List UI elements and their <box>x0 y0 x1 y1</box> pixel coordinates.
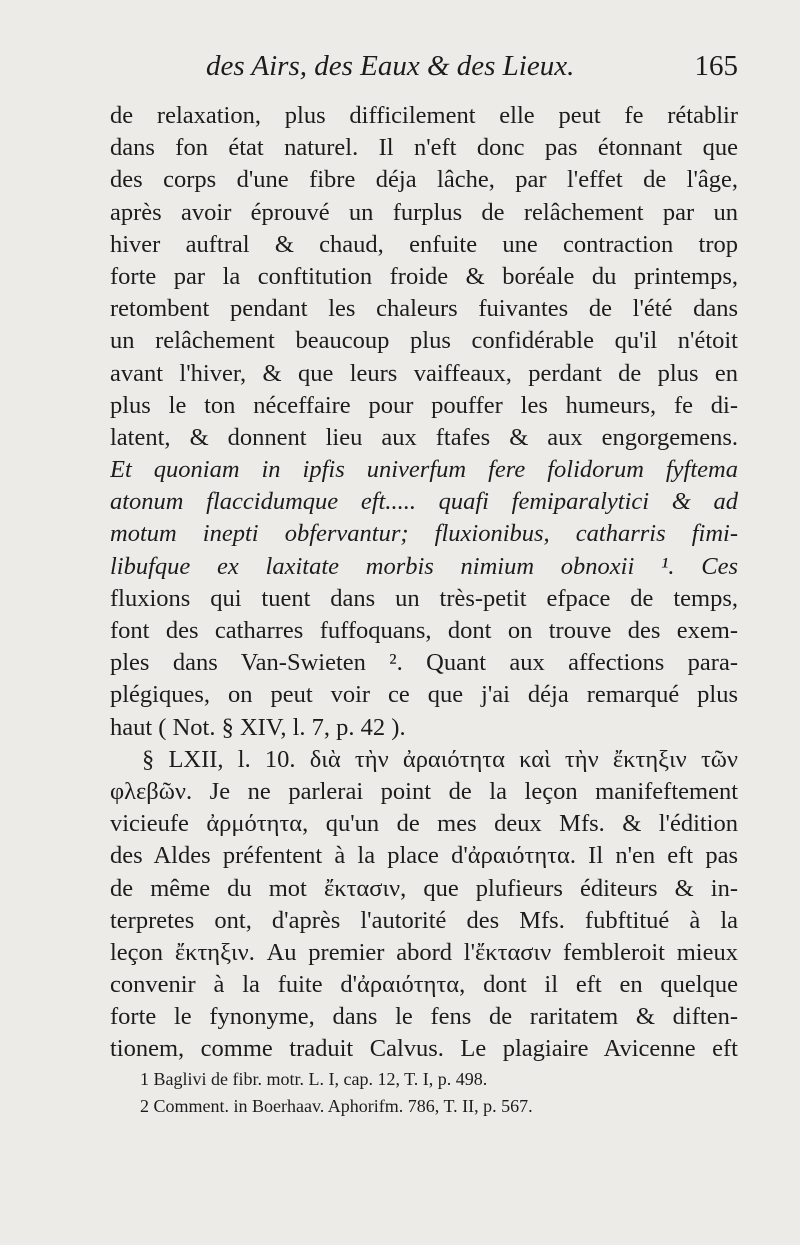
latin-quote-line: atonum flaccidumque eft..... quafi femiparalytici & ad <box>110 488 738 516</box>
text-line: forte le fynonyme, dans le fens de raritatem & diften- <box>110 1003 738 1031</box>
page-header <box>110 50 738 90</box>
latin-quote-line: libufque ex laxitate morbis nimium obnoxii ¹. Ces <box>110 552 738 580</box>
text-line: des Aldes préfentent à la place d'ἀραιότητα. Il n'en eft pas <box>110 842 738 870</box>
text-line: tionem, comme traduit Calvus. Le plagiaire Avicenne eft <box>110 1035 738 1063</box>
text-line: retombent pendant les chaleurs fuivantes de l'été dans <box>110 295 738 323</box>
text-line: plus le ton néceffaire pour pouffer les humeurs, fe di- <box>110 391 738 419</box>
text-line: leçon ἔκτηξιν. Au premier abord l'ἔκτασιν fembleroit mieux <box>110 938 738 966</box>
text-line: des corps d'une fibre déja lâche, par l'effet de l'âge, <box>110 166 738 194</box>
text-line: de relaxation, plus difficilement elle peut fe rétablir <box>110 102 738 129</box>
section-heading-line: § LXII, l. 10. διὰ τὴν ἀραιότητα καὶ τὴν ἔκτηξιν τῶν <box>142 745 738 773</box>
text-line: font des catharres fuffoquans, dont on trouve des exem- <box>110 617 738 644</box>
text-line: vicieufe ἀρμότητα, qu'un de mes deux Mfs. & l'édition <box>110 810 738 838</box>
text-line: dans fon état naturel. Il n'eft donc pas étonnant que <box>110 134 738 162</box>
text-line: de même du mot ἔκτασιν, que plufieurs éditeurs & in- <box>110 874 738 902</box>
running-title: des Airs, des Eaux & des Lieux. <box>206 50 575 82</box>
text-line: haut ( Not. § XIV, l. 7, p. 42 ). <box>110 713 406 741</box>
text-line: avant l'hiver, & que leurs vaiffeaux, perdant de plus en <box>110 359 738 387</box>
text-line: fluxions qui tuent dans un très-petit efpace de temps, <box>110 584 738 612</box>
text-line: un relâchement beaucoup plus confidérable qu'il n'étoit <box>110 327 738 355</box>
text-line: terpretes ont, d'après l'autorité des Mfs. fubftitué à la <box>110 906 738 934</box>
text-line: plégiques, on peut voir ce que j'ai déja remarqué plus <box>110 681 738 709</box>
text-line: ples dans Van-Swieten ². Quant aux affections para- <box>110 649 738 677</box>
text-line: φλεβῶν. Je ne parlerai point de la leçon manifeftement <box>110 777 738 805</box>
footnotes <box>140 1066 700 1120</box>
body-text <box>110 100 738 1066</box>
text-line: convenir à la fuite d'ἀραιότητα, dont il eft en quelque <box>110 971 738 999</box>
footnote: 1 Baglivi de fibr. motr. L. I, cap. 12, T. I, p. 498. <box>140 1069 488 1089</box>
page-number: 165 <box>694 50 738 82</box>
footnote: 2 Comment. in Boerhaav. Aphorifm. 786, T. II, p. 567. <box>140 1096 533 1116</box>
text-line: après avoir éprouvé un furplus de relâchement par un <box>110 198 738 226</box>
text-line: hiver auftral & chaud, enfuite une contraction trop <box>110 230 738 258</box>
text-line: latent, & donnent lieu aux ftafes & aux engorgemens. <box>110 423 738 451</box>
latin-quote-line: Et quoniam in ipfis univerfum fere folidorum fyftema <box>110 456 738 484</box>
text-line: forte par la conftitution froide & boréale du printemps, <box>110 262 738 290</box>
latin-quote-line: motum inepti obfervantur; fluxionibus, catharris fimi- <box>110 520 738 548</box>
